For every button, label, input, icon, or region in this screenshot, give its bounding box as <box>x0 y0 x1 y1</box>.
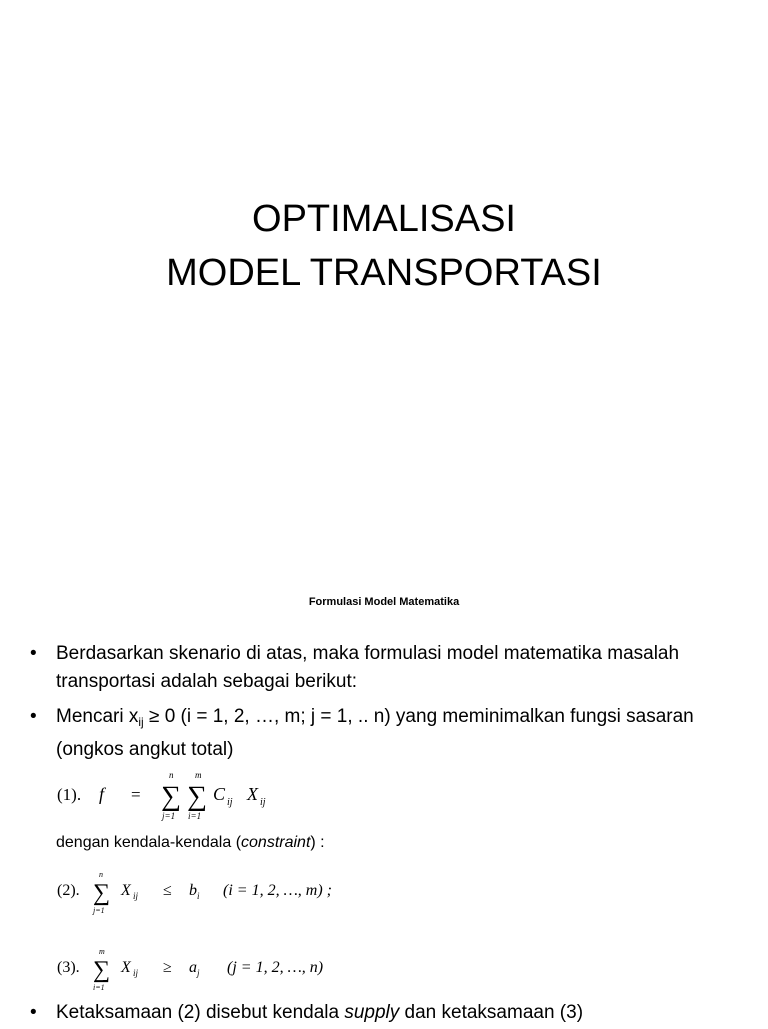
bullet3-em: supply <box>344 1002 400 1023</box>
formula-supply-constraint <box>55 869 395 919</box>
bullet-text-sub: ij <box>138 715 144 729</box>
bullet-item <box>30 640 730 700</box>
formula3-rhs: a <box>189 959 197 976</box>
formula1-sum2-lower: i=1 <box>188 811 202 821</box>
bullet3-pre: Ketaksamaan (2) disebut kendala <box>56 1002 345 1023</box>
slide-formulation <box>0 576 768 1024</box>
formula1-sum1-upper: n <box>169 770 174 780</box>
formula1-c-sub: ij <box>227 797 233 808</box>
formula1-x-term: X <box>247 784 258 804</box>
bullet3-post: dan ketaksamaan (3) <box>399 1002 584 1023</box>
sigma-icon: ∑ <box>161 781 181 812</box>
bullet-item <box>30 999 730 1029</box>
formula1-sum2-upper: m <box>195 770 202 780</box>
formula2-x-term: X <box>121 882 131 899</box>
bullet-text: Berdasarkan skenario di atas, maka formulasi model matematika masalah transportasi adalah sebagai berikut: <box>56 643 680 692</box>
constraint-post: ) : <box>310 834 325 851</box>
formula1-c-term: C <box>213 784 226 804</box>
formula2-cond: (i = 1, 2, …, m) ; <box>223 882 333 899</box>
formula1-label: (1). <box>57 785 82 804</box>
sigma-icon: ∑ <box>187 781 207 812</box>
sigma-icon: ∑ <box>93 880 111 906</box>
constraint-em: constraint <box>241 834 311 851</box>
formula1-eq: = <box>131 785 141 804</box>
formula2-rel: ≤ <box>163 882 172 899</box>
formula2-sum-upper: n <box>99 870 103 879</box>
bullet-text <box>56 999 730 1027</box>
formula2-x-sub: ij <box>133 891 139 901</box>
title-line-2: MODEL TRANSPORTASI <box>166 252 602 294</box>
formula3-sum-upper: m <box>99 947 105 956</box>
formula1-x-sub: ij <box>260 797 266 808</box>
slide-title-text <box>0 192 768 300</box>
formula2-sum-lower: j=1 <box>93 906 105 915</box>
bullet-dot: • <box>30 1002 37 1023</box>
formula-demand-constraint <box>55 946 395 996</box>
sigma-icon: ∑ <box>93 957 111 983</box>
formula3-sum-lower: i=1 <box>93 983 105 992</box>
bullet-text-pre: Mencari x <box>56 706 139 727</box>
bullet-dot: • <box>30 643 37 664</box>
bullet-text-post: ≥ 0 (i = 1, 2, …, m; j = 1, .. n) yang meminimalkan fungsi sasaran (ongkos angkut total) <box>56 706 694 760</box>
constraint-pre: dengan kendala-kendala ( <box>56 834 242 851</box>
constraint-note <box>56 834 325 852</box>
formula3-rel: ≥ <box>163 959 172 976</box>
formula2-rhs-sub: i <box>197 891 200 901</box>
formula1-sum1-lower: j=1 <box>162 811 176 821</box>
formula3-cond: (j = 1, 2, …, n) <box>227 959 324 976</box>
formula3-x-term: X <box>121 959 131 976</box>
formula-objective <box>55 764 295 824</box>
formula2-rhs: b <box>189 882 197 899</box>
slide-subtitle: Formulasi Model Matematika <box>308 596 460 608</box>
formula2-label: (2). <box>57 882 80 899</box>
title-line-1: OPTIMALISASI <box>252 198 516 240</box>
bullet-text <box>56 703 730 764</box>
bullet-dot: • <box>30 706 37 727</box>
formula1-lhs: f <box>99 784 105 804</box>
formula3-x-sub: ij <box>133 968 139 978</box>
formula3-rhs-sub: j <box>197 968 200 978</box>
bullet-item <box>30 703 730 763</box>
formula3-label: (3). <box>57 959 80 976</box>
